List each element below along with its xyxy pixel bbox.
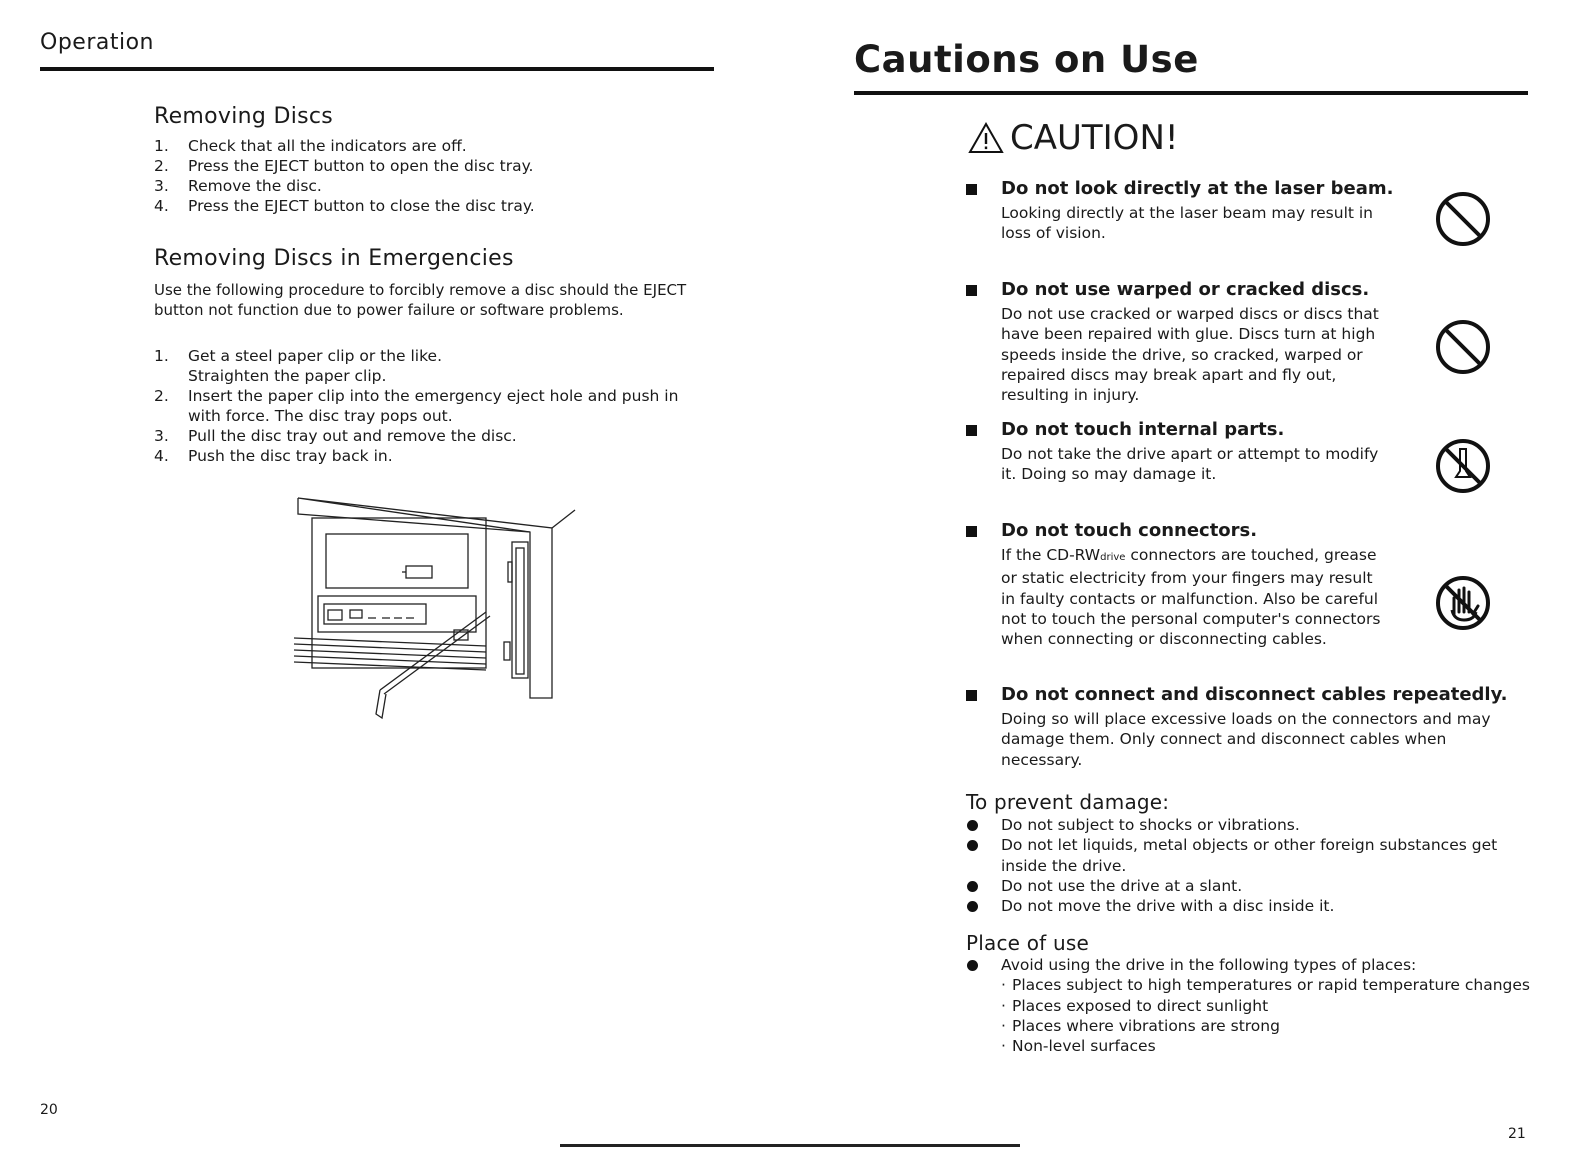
list-item: · Non-level surfaces [1001,1036,1532,1056]
list-item: Do not subject to shocks or vibrations. [966,815,1532,835]
prohibition-icon [1434,318,1492,376]
list-item: 3. Remove the disc. [154,177,322,195]
warning-triangle-icon [968,122,1004,154]
list-item: Do not let liquids, metal objects or other foreign substances get inside the drive. [966,835,1532,876]
prohibition-icon [1434,190,1492,248]
square-bullet-icon [966,425,977,436]
emergency-eject-illustration [290,492,590,722]
square-bullet-icon [966,526,977,537]
place-of-use-heading: Place of use [966,931,1089,955]
page-number: 20 [40,1102,58,1118]
list-item: 4. Press the EJECT button to close the disc tray. [154,197,535,215]
no-touch-icon [1434,574,1492,632]
list-item: Do not move the drive with a disc inside it. [966,896,1532,916]
emergency-intro: Use the following procedure to forcibly remove a disc should the EJECT button not function due to power failure or software problems. [154,281,687,319]
prevent-damage-list [966,815,1532,916]
removing-discs-heading: Removing Discs [154,104,334,129]
emergency-heading: Removing Discs in Emergencies [154,246,514,271]
place-of-use-list [966,955,1532,1056]
page-title: Cautions on Use [854,38,1199,81]
square-bullet-icon [966,285,977,296]
prevent-damage-heading: To prevent damage: [966,790,1170,814]
list-item: 1. Check that all the indicators are off. [154,137,467,155]
caution-heading: CAUTION! [968,118,1179,158]
list-item: 4. Push the disc tray back in. [154,447,393,465]
list-item: 2. Press the EJECT button to open the disc tray. [154,157,534,175]
list-item: 1. Get a steel paper clip or the like. Straighten the paper clip. [154,347,442,385]
square-bullet-icon [966,184,977,195]
emergency-steps [154,346,714,466]
square-bullet-icon [966,690,977,701]
page-number: 21 [1508,1126,1526,1142]
header-rule [854,91,1528,95]
section-label: Operation [40,30,154,55]
list-item: 2. Insert the paper clip into the emergency eject hole and push in with force. The disc tray pops out. [154,387,679,425]
book-spine-line [560,1144,1020,1147]
places-sublist [1001,975,1532,1056]
removing-discs-steps [154,136,535,216]
list-item: Do not use the drive at a slant. [966,876,1532,896]
right-page: Cautions on Use CAUTION! Do not look directly at the laser beam. Looking directly at the laser beam may result in loss of vision. Do not use warped or cracked discs. Do not use cracked or warped discs or discs that have been repaired with glue. Discs turn at high speeds inside the drive, so cracked, warped or repaired discs may break apart and fly out, resulting in injury. Do not touch internal parts. Do not take the drive apart or attempt to modify it. Doing so may damage it. Do not touch connectors. If the CD-RWdrive connectors are touched, grease or static electricity from your fingers may result in faulty contacts or malfunction. Also be careful not to touch the personal computer's connectors when connecting or disconnecting cables. Do not connect and disconnect cables repeatedly. Doing so will place excessive loads on the connectors and may damage them. Only connect and disconnect cables when necessary. To prevent damage: Do not subject to shocks or vibrations. Do not let liquids, metal objects or other foreign substances get inside the drive. Do not use the drive at a slant. Do not move the drive with a disc inside it. Place of use Avoid using the drive in the following types of places: · Places subject to high temperatures or rapid temperature changes · Places exposed to direct sunlight · Places where vibrations are strong · Non-level surfaces 21 [790,0,1580,1156]
list-item: 3. Pull the disc tray out and remove the disc. [154,427,517,445]
no-disassembly-icon [1434,437,1492,495]
list-item: · Places subject to high temperatures or rapid temperature changes [1001,975,1532,995]
list-item: · Places exposed to direct sunlight [1001,996,1532,1016]
list-item: Avoid using the drive in the following types of places: · Places subject to high temperatures or rapid temperature changes · Places exposed to direct sunlight · Places where vibrations are strong · Non-level surfaces [966,955,1532,1056]
header-rule [40,67,714,71]
list-item: · Places where vibrations are strong [1001,1016,1532,1036]
